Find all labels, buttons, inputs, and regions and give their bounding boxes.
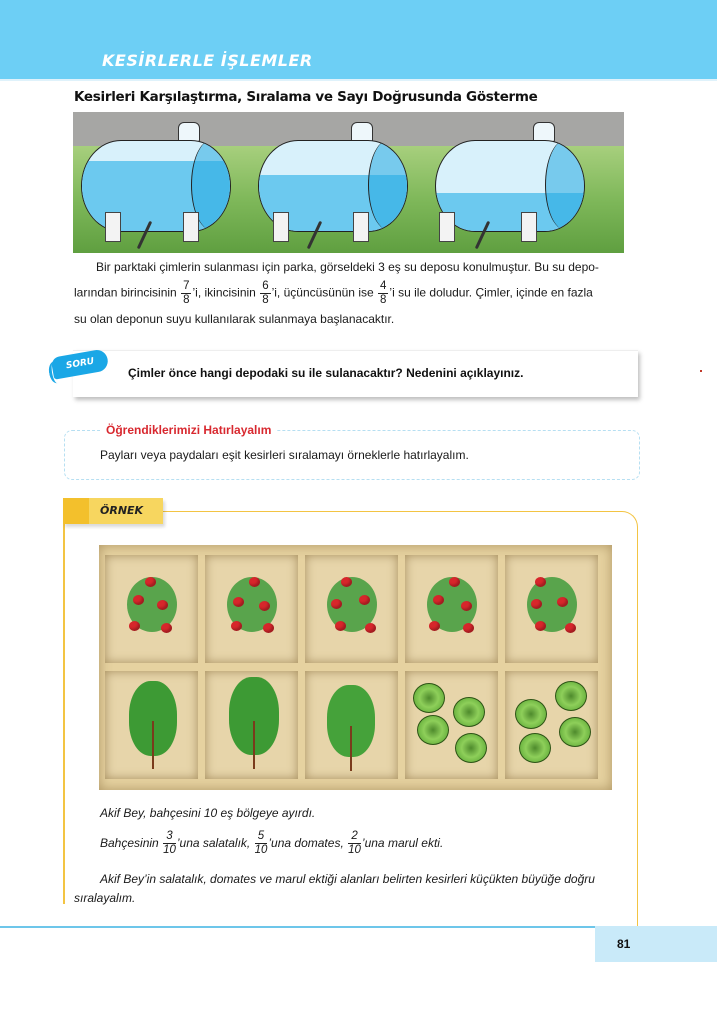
tomato-icon	[535, 621, 546, 631]
lettuce-icon	[555, 681, 587, 711]
text: sıralayalım.	[74, 891, 136, 905]
intro-line-2	[74, 280, 626, 307]
tomato-icon	[157, 600, 168, 610]
numerator: 5	[255, 830, 268, 844]
question-box	[73, 350, 638, 397]
intro-paragraph	[74, 255, 626, 332]
recall-title: Öğrendiklerimizi Hatırlayalım	[100, 423, 277, 437]
lettuce-icon	[455, 733, 487, 763]
lettuce-icon	[519, 733, 551, 763]
intro-line-1: Bir parktaki çimlerin sulanması için parka, görseldeki 3 eş su deposu konulmuştur. Bu su depo-	[96, 260, 599, 274]
tomato-icon	[565, 623, 576, 633]
plot-tomato	[105, 555, 198, 663]
fraction-6-8	[260, 280, 270, 307]
lettuce-icon	[417, 715, 449, 745]
fraction-4-8	[378, 280, 388, 307]
text: ’una salatalık,	[176, 836, 251, 850]
text: ’i, ikincisinin	[192, 285, 256, 300]
footer-line	[0, 926, 596, 928]
tomato-icon	[531, 599, 542, 609]
chapter-title: KESİRLERLE İŞLEMLER	[102, 51, 313, 70]
text: ’i, üçüncüsünün ise	[271, 285, 374, 300]
tomato-icon	[335, 621, 346, 631]
tomato-icon	[231, 621, 242, 631]
tomato-icon	[463, 623, 474, 633]
tomato-icon	[557, 597, 568, 607]
numerator: 7	[183, 280, 190, 292]
text: larından birincisinin	[74, 285, 177, 300]
tank-leg	[273, 212, 289, 242]
stem	[253, 721, 255, 769]
numerator: 4	[380, 280, 387, 292]
tomato-icon	[161, 623, 172, 633]
plot-cucumber	[105, 671, 198, 779]
lettuce-icon	[413, 683, 445, 713]
tomato-icon	[449, 577, 460, 587]
lettuce-icon	[453, 697, 485, 727]
garden-illustration	[99, 545, 612, 790]
dot-mark	[700, 370, 702, 372]
example-line-1: Akif Bey, bahçesini 10 eş bölgeye ayırdı.	[100, 806, 316, 820]
plot-lettuce	[405, 671, 498, 779]
tank-leg	[105, 212, 121, 242]
numerator: 3	[163, 830, 176, 844]
tank-leg	[353, 212, 369, 242]
denominator: 8	[183, 294, 190, 306]
plot-tomato	[405, 555, 498, 663]
tank-cap-icon	[178, 122, 200, 142]
tank-end	[545, 140, 585, 230]
plot-lettuce	[505, 671, 598, 779]
water-tanks-illustration	[73, 112, 624, 253]
fraction-3-10	[163, 830, 176, 857]
tank-3	[435, 140, 585, 232]
plot-tomato	[305, 555, 398, 663]
plot-cucumber	[305, 671, 398, 779]
tank-cap-icon	[533, 122, 555, 142]
question-text: Çimler önce hangi depodaki su ile sulanacaktır? Nedenini açıklayınız.	[128, 366, 524, 380]
lettuce-icon	[559, 717, 591, 747]
tank-leg	[521, 212, 537, 242]
tomato-icon	[359, 595, 370, 605]
plot-cucumber	[205, 671, 298, 779]
fraction-2-10	[348, 830, 361, 857]
denominator: 10	[163, 844, 176, 857]
tomato-icon	[233, 597, 244, 607]
tank-1	[81, 140, 231, 232]
stem	[152, 721, 154, 769]
tomato-icon	[535, 577, 546, 587]
recall-text: Payları veya paydaları eşit kesirleri sıralamayı örneklerle hatırlayalım.	[100, 448, 469, 462]
text: ’i su ile doludur. Çimler, içinde en fazla	[389, 285, 593, 300]
plot-tomato	[505, 555, 598, 663]
example-line-3	[74, 870, 634, 908]
denominator: 10	[254, 844, 268, 857]
fraction-5-10	[255, 830, 268, 857]
page-number: 81	[617, 937, 631, 951]
denominator: 8	[380, 294, 387, 306]
plot-tomato	[205, 555, 298, 663]
denominator: 8	[262, 294, 269, 306]
example-line-2	[100, 830, 443, 857]
tomato-icon	[249, 577, 260, 587]
fraction-7-8	[181, 280, 191, 307]
numerator: 2	[348, 830, 361, 844]
text: Bahçesinin	[100, 836, 159, 850]
question-badge: SORU	[51, 348, 110, 379]
numerator: 6	[262, 280, 269, 292]
tank-leg	[183, 212, 199, 242]
page-number-box	[595, 926, 717, 962]
tomato-icon	[263, 623, 274, 633]
tank-cap-icon	[351, 122, 373, 142]
tomato-icon	[133, 595, 144, 605]
stem	[350, 726, 352, 771]
tomato-icon	[341, 577, 352, 587]
section-title: Kesirleri Karşılaştırma, Sıralama ve Sayı Doğrusunda Gösterme	[74, 89, 538, 105]
tomato-icon	[259, 601, 270, 611]
text: ’una marul ekti.	[361, 836, 444, 850]
tomato-icon	[429, 621, 440, 631]
example-frame-left	[63, 524, 65, 904]
tank-leg	[439, 212, 455, 242]
tomato-icon	[145, 577, 156, 587]
example-label: ÖRNEK	[100, 504, 144, 517]
lettuce-icon	[515, 699, 547, 729]
tank-end	[368, 140, 408, 230]
text: ’una domates,	[268, 836, 344, 850]
intro-line-3: su olan deponun suyu kullanılarak sulanmaya başlanacaktır.	[74, 312, 395, 326]
tomato-icon	[331, 599, 342, 609]
tomato-icon	[433, 595, 444, 605]
text: Akif Bey’in salatalık, domates ve marul ektiği alanları belirten kesirleri küçükten büyüğe doğru	[100, 872, 595, 886]
denominator: 10	[348, 844, 361, 857]
tomato-icon	[129, 621, 140, 631]
tomato-icon	[365, 623, 376, 633]
tomato-icon	[461, 601, 472, 611]
